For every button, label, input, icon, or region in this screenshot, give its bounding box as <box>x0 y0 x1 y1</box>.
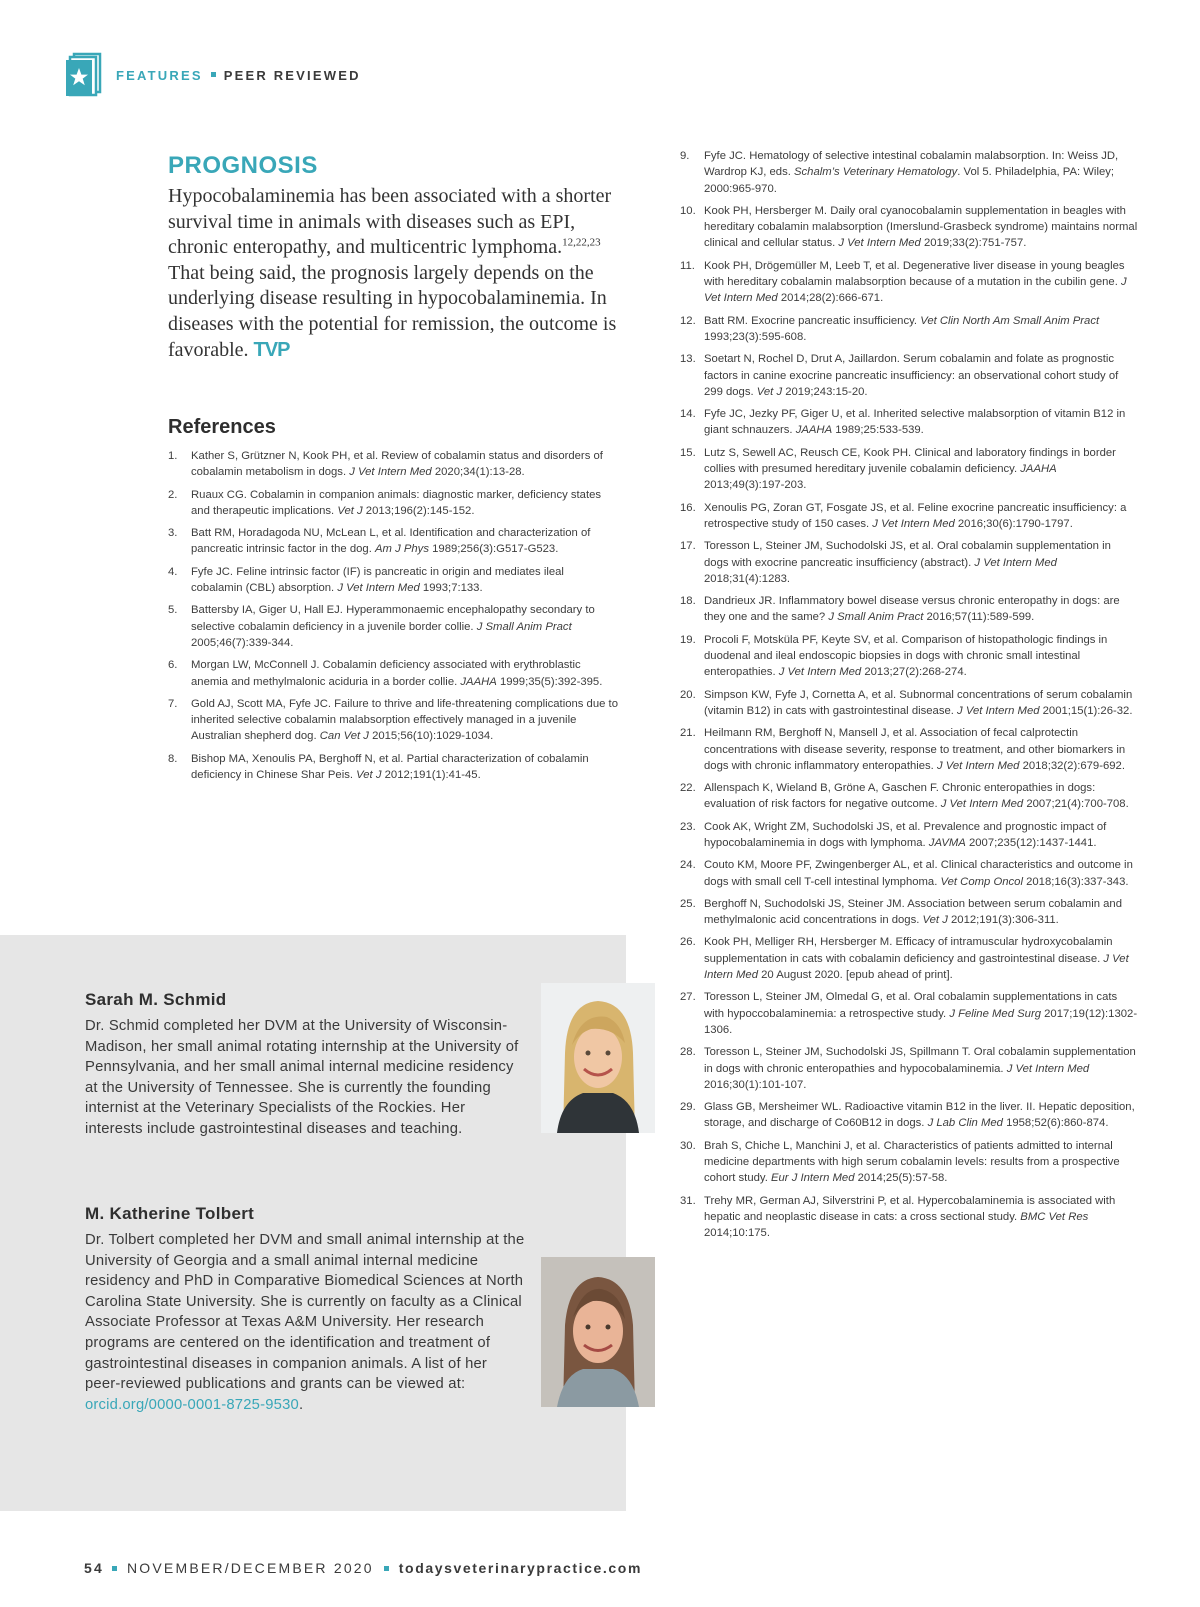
journal-name: Vet J <box>756 385 783 398</box>
reference-item <box>680 725 1138 774</box>
reference-number: 13. <box>680 353 696 366</box>
reference-item <box>168 564 618 597</box>
journal-name: J Vet Intern Med <box>936 759 1020 772</box>
prognosis-text-b: That being said, the prognosis largely depends on the underlying disease resulting in hypocobalaminemia. In diseases with the potential for remission, the outcome is favorable. <box>168 261 617 361</box>
reference-number: 19. <box>680 633 696 646</box>
reference-text: Kook PH, Drögemüller M, Leeb T, et al. Degenerative liver disease in young beagles with hereditary cobalamin malabsorption because of a mutation in the cubilin gene. J Vet Intern Med 2014;28(2):666-671. <box>704 259 1127 305</box>
journal-name: Eur J Intern Med <box>770 1172 855 1185</box>
journal-name: JAAHA <box>1020 463 1057 476</box>
references-heading: References <box>168 416 276 438</box>
reference-text: Lutz S, Sewell AC, Reusch CE, Kook PH. Clinical and laboratory findings in border collies with presumed hereditary juvenile cobalamin deficiency. JAAHA 2013;49(3):197-203. <box>704 446 1116 492</box>
journal-name: Schalm’s Veterinary Hematology <box>794 166 958 179</box>
journal-name: Vet J <box>922 914 948 927</box>
article-type-label: PEER REVIEWED <box>223 67 361 83</box>
journal-name: J Vet Intern Med <box>940 798 1024 811</box>
reference-item <box>680 819 1138 852</box>
reference-item <box>680 934 1138 983</box>
reference-number: 30. <box>680 1139 696 1152</box>
references-list-right <box>680 148 1138 1248</box>
reference-item <box>168 696 618 745</box>
issue-date: NOVEMBER/DECEMBER 2020 <box>126 1560 374 1576</box>
journal-name: J Vet Intern Med <box>778 666 862 679</box>
reference-item <box>168 487 618 520</box>
reference-item <box>680 593 1138 626</box>
journal-name: J Vet Intern Med <box>838 237 921 250</box>
journal-name: J Vet Intern Med <box>704 276 1127 305</box>
reference-number: 5. <box>168 604 178 617</box>
reference-number: 24. <box>680 859 696 872</box>
reference-number: 11. <box>680 259 695 272</box>
reference-number: 9. <box>680 150 690 162</box>
page-number: 54 <box>84 1560 104 1576</box>
reference-item <box>680 406 1138 439</box>
reference-item <box>680 351 1138 400</box>
reference-text: Simpson KW, Fyfe J, Cornetta A, et al. Subnormal concentrations of serum cobalamin (vitamin B12) in cats with gastrointestinal disease. J Vet Intern Med 2001;15(1):26-32. <box>704 688 1133 717</box>
prognosis-paragraph <box>168 184 628 363</box>
reference-number: 7. <box>168 697 178 710</box>
reference-number: 29. <box>680 1101 696 1114</box>
journal-name: Can Vet J <box>319 730 369 743</box>
reference-text: Xenoulis PG, Zoran GT, Fosgate JS, et al. Feline exocrine pancreatic insufficiency: a retrospective study of 150 cases. J Vet Intern Med 2016;30(6):1790-1797. <box>704 501 1127 530</box>
reference-text: Cook AK, Wright ZM, Suchodolski JS, et al. Prevalence and prognostic impact of hypocobalaminemia in dogs with lymphoma. JAVMA 2007;235(12):1437-1441. <box>704 820 1107 849</box>
reference-item <box>680 1193 1138 1242</box>
reference-number: 8. <box>168 752 178 765</box>
journal-name: BMC Vet Res <box>1020 1210 1089 1223</box>
reference-number: 16. <box>680 501 696 514</box>
reference-text: Kook PH, Melliger RH, Hersberger M. Efficacy of intramuscular hydroxycobalamin supplementation in cats with cobalamin deficiency and gastrointestinal disease. J Vet Intern Med 20 August 2020. [epub ahead of print]. <box>704 936 1129 982</box>
journal-name: J Vet Intern Med <box>872 517 955 530</box>
reference-number: 10. <box>680 204 696 217</box>
reference-item <box>680 632 1138 681</box>
reference-text: Soetart N, Rochel D, Drut A, Jaillardon. Serum cobalamin and folate as prognostic factors in canine exocrine pancreatic insufficiency: an observational cohort study of 299 dogs. Vet J 2019;243:15-20. <box>704 353 1119 398</box>
journal-name: JAVMA <box>928 836 966 849</box>
reference-text: Toresson L, Steiner JM, Olmedal G, et al. Oral cobalamin supplementations in cats with hypoccobalaminemia: a retrospective study. J Feline Med Surg 2017;19(12):1302-1306. <box>704 991 1138 1036</box>
reference-text: Toresson L, Steiner JM, Suchodolski JS, Spillmann T. Oral cobalamin supplementation in dogs with chronic enteropathies and hypocobalaminemia. J Vet Intern Med 2016;30(1):101-107. <box>704 1046 1136 1091</box>
reference-text: Batt RM, Horadagoda NU, McLean L, et al. Identification and characterization of pancreatic intrinsic factor in the dog. Am J Phys 1989;256(3):G517-G523. <box>191 527 591 556</box>
reference-text: Kather S, Grützner N, Kook PH, et al. Review of cobalamin status and disorders of cobalamin metabolism in dogs. J Vet Intern Med 2020;34(1):13-28. <box>191 450 603 479</box>
author-name: Sarah M. Schmid <box>85 990 227 1009</box>
reference-text: Glass GB, Mersheimer WL. Radioactive vitamin B12 in the liver. II. Hepatic deposition, storage, and discharge of Co60B12 in dogs. J Lab Clin Med 1958;52(6):860-874. <box>704 1101 1135 1130</box>
reference-number: 31. <box>680 1194 696 1207</box>
reference-item <box>680 148 1138 197</box>
reference-text: Morgan LW, McConnell J. Cobalamin deficiency associated with erythroblastic anemia and methylmalonic aciduria in a border collie. JAAHA 1999;35(5):392-395. <box>191 659 603 688</box>
journal-name: J Feline Med Surg <box>949 1007 1041 1020</box>
prognosis-heading: PROGNOSIS <box>168 152 318 179</box>
reference-item <box>168 525 618 558</box>
separator-dot <box>384 1566 389 1571</box>
reference-text: Batt RM. Exocrine pancreatic insufficiency. Vet Clin North Am Small Anim Pract 1993;23(3):595-608. <box>704 314 1100 343</box>
reference-text: Ruaux CG. Cobalamin in companion animals: diagnostic marker, deficiency states and therapeutic implications. Vet J 2013;196(2):145-152. <box>191 488 602 517</box>
reference-item <box>168 751 618 784</box>
reference-text: Dandrieux JR. Inflammatory bowel disease versus chronic enteropathy in dogs: are they one and the same? J Small Anim Pract 2016;57(11):589-599. <box>704 595 1120 624</box>
author-name: M. Katherine Tolbert <box>85 1204 255 1223</box>
journal-name: Vet Comp Oncol <box>940 875 1023 888</box>
website-url[interactable]: todaysveterinarypractice.com <box>398 1560 643 1576</box>
reference-number: 6. <box>168 659 178 672</box>
journal-name: J Vet Intern Med <box>337 582 420 595</box>
reference-item <box>168 657 618 690</box>
section-header <box>64 52 361 98</box>
section-label: FEATURES <box>116 67 203 83</box>
author-photo-schmid <box>541 983 655 1133</box>
reference-item <box>680 687 1138 720</box>
reference-number: 28. <box>680 1046 696 1059</box>
separator-dot <box>112 1566 117 1571</box>
reference-item <box>168 448 618 481</box>
reference-number: 1. <box>168 450 178 462</box>
reference-item <box>680 500 1138 533</box>
journal-name: J Vet Intern Med <box>974 556 1057 569</box>
author-photo-tolbert <box>541 1257 655 1407</box>
reference-text: Couto KM, Moore PF, Zwingenberger AL, et al. Clinical characteristics and outcome in dogs with small cell T-cell intestinal lymphoma. Vet Comp Oncol 2018;16(3):337-343. <box>704 859 1133 888</box>
reference-number: 22. <box>680 782 696 795</box>
journal-name: J Lab Clin Med <box>927 1117 1003 1130</box>
book-star-icon <box>64 52 104 98</box>
journal-name: Vet Clin North Am Small Anim Pract <box>920 314 1100 327</box>
author-bio: Dr. Schmid completed her DVM at the University of Wisconsin-Madison, her small animal rotating internship at the University of Pennsylvania, and her small animal internal medicine residency at the University of Tennessee. She is currently the founding internist at the Veterinary Specialists of the Rockies. Her interests include gastrointestinal diseases and teaching. <box>85 1018 519 1137</box>
reference-text: Brah S, Chiche L, Manchini J, et al. Characteristics of patients admitted to internal medicine departments with high serum cobalamin levels: results from a prospective cohort study. Eur J Intern Med 2014;25(5):57-58. <box>704 1139 1120 1185</box>
reference-number: 26. <box>680 936 696 949</box>
reference-number: 18. <box>680 595 696 608</box>
author-bio: Dr. Tolbert completed her DVM and small animal internship at the University of Georgia and a small animal internal medicine residency and PhD in Comparative Biomedical Sciences at North Carolina State University. She is currently on faculty as a Clinical Associate Professor at Texas A&M University. Her research programs are centered on the identification and treatment of gastrointestinal diseases in companion animals. A list of her peer-reviewed publications and grants can be viewed at: orcid.org/0000-0001-8725-9530. <box>85 1232 525 1413</box>
reference-text: Gold AJ, Scott MA, Fyfe JC. Failure to thrive and life-threatening complications due to inherited selective cobalamin malabsorption effectively managed in a juvenile Australian shepherd dog. Can Vet J 2015;56(10):1029-1034. <box>191 697 618 743</box>
separator-dot <box>211 72 216 77</box>
prognosis-text-a: Hypocobalaminemia has been associated with a shorter survival time in animals with diseases such as EPI, chronic enteropathy, and multicentric lymphoma. <box>168 185 612 259</box>
reference-text: Fyfe JC. Feline intrinsic factor (IF) is pancreatic in origin and mediates ileal cobalamin (CBL) absorption. J Vet Intern Med 1993;7:133. <box>191 565 564 595</box>
reference-number: 17. <box>680 540 696 553</box>
reference-item <box>680 1138 1138 1187</box>
reference-item <box>680 445 1138 494</box>
citation-superscript: 12,22,23 <box>562 236 601 249</box>
page-footer <box>84 1560 642 1576</box>
reference-number: 15. <box>680 446 696 459</box>
reference-item <box>680 538 1138 587</box>
reference-text: Berghoff N, Suchodolski JS, Steiner JM. Association between serum cobalamin and methylmalonic acid concentrations in dogs. Vet J 2012;191(3):306-311. <box>704 897 1122 927</box>
reference-item <box>680 989 1138 1038</box>
orcid-link[interactable]: orcid.org/0000-0001-8725-9530 <box>85 1396 299 1413</box>
journal-name: J Vet Intern Med <box>1006 1062 1090 1075</box>
reference-item <box>680 780 1138 813</box>
journal-name: Am J Phys <box>374 543 429 556</box>
reference-number: 12. <box>680 314 696 327</box>
reference-item <box>680 857 1138 890</box>
journal-name: JAAHA <box>795 424 833 437</box>
reference-number: 23. <box>680 820 696 833</box>
reference-number: 21. <box>680 727 696 740</box>
reference-item <box>680 896 1138 929</box>
journal-name: J Vet Intern Med <box>957 704 1040 717</box>
reference-item <box>680 313 1138 346</box>
reference-item <box>680 258 1138 307</box>
reference-text: Fyfe JC. Hematology of selective intestinal cobalamin malabsorption. In: Weiss JD, Wardrop KJ, eds. Schalm’s Veterinary Hematology. Vol 5. Philadelphia, PA: Wiley; 2000:965-970. <box>704 150 1119 195</box>
journal-name: Vet J <box>337 504 363 517</box>
reference-text: Bishop MA, Xenoulis PA, Berghoff N, et al. Partial characterization of cobalamin deficiency in Chinese Shar Peis. Vet J 2012;191(1):41-45. <box>191 752 589 782</box>
journal-name: J Small Anim Pract <box>828 611 924 624</box>
journal-name: JAAHA <box>460 675 497 688</box>
journal-name: Vet J <box>356 769 382 782</box>
reference-number: 4. <box>168 565 178 578</box>
reference-text: Kook PH, Hersberger M. Daily oral cyanocobalamin supplementation in beagles with hereditary cobalamin malabsorption (Imerslund-Grasbeck syndrome) maintains normal clinical and cellular status. J Vet Intern Med 2019;33(2):751-757. <box>704 204 1138 250</box>
reference-item <box>680 1044 1138 1093</box>
reference-number: 25. <box>680 897 696 910</box>
reference-number: 3. <box>168 527 178 540</box>
journal-name: J Small Anim Pract <box>476 620 572 633</box>
reference-item <box>168 602 618 651</box>
reference-number: 14. <box>680 408 696 421</box>
reference-text: Toresson L, Steiner JM, Suchodolski JS, et al. Oral cobalamin supplementation in dogs with exocrine pancreatic insufficiency (abstract). J Vet Intern Med 2018;31(4):1283. <box>704 540 1111 585</box>
reference-text: Trehy MR, German AJ, Silverstrini P, et al. Hypercobalaminemia is associated with hepatic and neoplastic disease in cats: a cross sectional study. BMC Vet Res 2014;10:175. <box>704 1194 1116 1240</box>
reference-item <box>680 203 1138 252</box>
reference-text: Procoli F, Motsküla PF, Keyte SV, et al. Comparison of histopathologic findings in duodenal and ileal endoscopic biopsies in dogs with chronic small intestinal enteropathies. J Vet Intern Med 2013;27(2):268-274. <box>704 633 1108 679</box>
reference-number: 20. <box>680 688 696 701</box>
reference-item <box>680 1099 1138 1132</box>
reference-text: Battersby IA, Giger U, Hall EJ. Hyperammonaemic encephalopathy secondary to selective cobalamin deficiency in a juvenile border collie. J Small Anim Pract 2005;46(7):339-344. <box>191 604 595 649</box>
journal-name: J Vet Intern Med <box>704 952 1129 982</box>
tvp-end-mark: TVP <box>253 338 290 361</box>
journal-name: J Vet Intern Med <box>349 466 432 479</box>
reference-number: 2. <box>168 488 178 501</box>
reference-number: 27. <box>680 991 696 1004</box>
reference-text: Heilmann RM, Berghoff N, Mansell J, et al. Association of fecal calprotectin concentrations with disease severity, response to treatment, and other biomarkers in dogs with chronic inflammatory enteropathies. J Vet Intern Med 2018;32(2):679-692. <box>704 727 1126 772</box>
references-list-left <box>168 448 618 789</box>
reference-text: Allenspach K, Wieland B, Gröne A, Gaschen F. Chronic enteropathies in dogs: evaluation of risk factors for negative outcome. J Vet Intern Med 2007;21(4):700-708. <box>704 782 1129 811</box>
reference-text: Fyfe JC, Jezky PF, Giger U, et al. Inherited selective malabsorption of vitamin B12 in giant schnauzers. JAAHA 1989;25:533-539. <box>704 408 1126 437</box>
